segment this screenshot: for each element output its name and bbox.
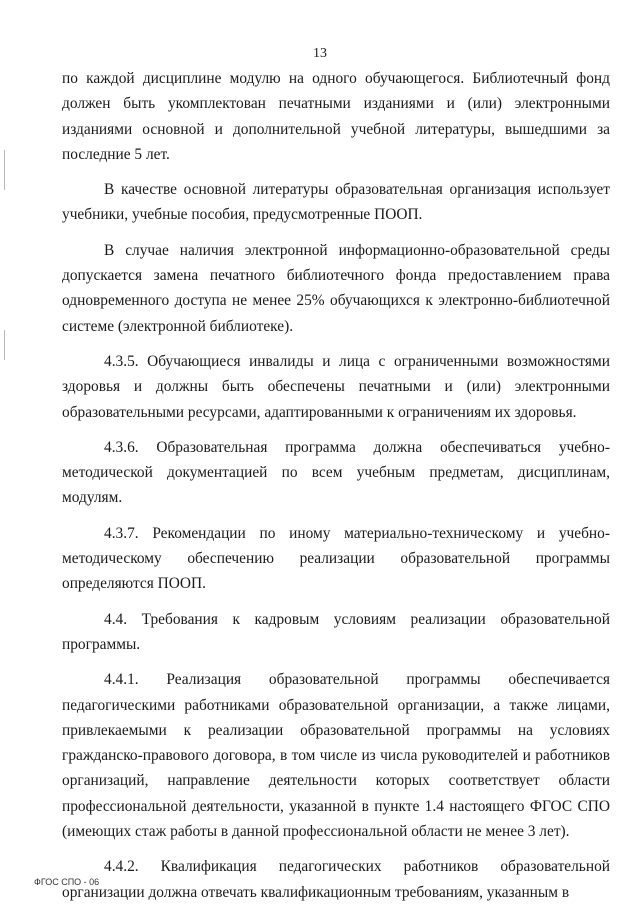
paragraph-4-3-7: 4.3.7. Рекомендации по иному материально-техническому и учебно-методическому обеспечению реализации образовательной программы определяются ПООП. — [62, 524, 610, 593]
page-footer: ФГОС СПО - 06 — [34, 877, 100, 887]
paragraph-electronic-environment: В случае наличия электронной информационно-образовательной среды допускается замена печатного библиотечного фонда предоставлением права одновременного доступа не менее 25% обучающихся к электронно-библиотечной системе (электронной библиотеке). — [62, 241, 610, 335]
paragraph-4-3-5: 4.3.5. Обучающиеся инвалиды и лица с ограниченными возможностями здоровья и должны быть обеспечены печатными и (или) электронными образовательными ресурсами, адаптированными к ограничениям их здоровья. — [62, 352, 610, 421]
paragraph-4-4-2: 4.4.2. Квалификация педагогических работников образовательной организации должна отвечать квалификационным требованиям, указанным в — [62, 858, 610, 901]
paragraph-library-fund: по каждой дисциплине модулю на одного обучающегося. Библиотечный фонд должен быть укомплектован печатными изданиями и (или) электронными изданиями основной и дополнительной учебной литературы, вышедшими за последние 5 лет. — [62, 70, 610, 163]
scan-edge-mark — [4, 330, 5, 360]
paragraph-4-4-1: 4.4.1. Реализация образовательной программы обеспечивается педагогическими работниками образовательной организации, а также лицами, привлекаемыми к реализации образовательной программы на условиях гражданско-правового договора, в том числе из числа руководителей и работников организаций, направление деятельности которых соответствует области профессиональной деятельности, указанной в пункте 1.4 настоящего ФГОС СПО (имеющих стаж работы в данной профессиональной области не менее 3 лет). — [62, 671, 610, 841]
scan-edge-mark — [4, 150, 5, 190]
paragraph-main-literature: В качестве основной литературы образовательная организация использует учебники, учебные пособия, предусмотренные ПООП. — [62, 181, 610, 224]
paragraph-4-3-6: 4.3.6. Образовательная программа должна обеспечиваться учебно-методической документацией по всем учебным предметам, дисциплинам, модулям. — [62, 438, 610, 507]
document-body — [62, 66, 610, 915]
paragraph-4-4: 4.4. Требования к кадровым условиям реализации образовательной программы. — [62, 610, 610, 653]
page-number: 13 — [313, 46, 327, 61]
